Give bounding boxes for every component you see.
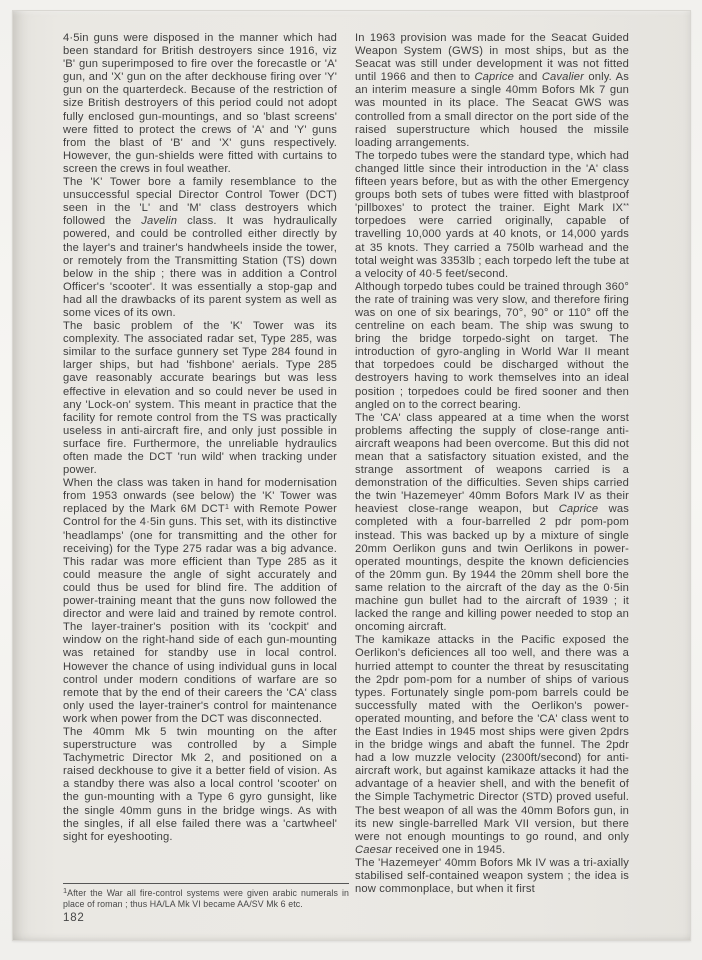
text-run: In 1963 provision was made for the Seacat Guided Weapon System (GWS) in most ships, but as the Seacat was still under development it was not fitted until 1966 and then to <box>355 32 629 84</box>
text-run: When the class was taken in hand for modernisation from 1953 onwards (see below) the 'K' Tower was replaced by the Mark 6M DCT <box>63 477 337 516</box>
italic-text: Javelin <box>141 215 178 228</box>
paragraph <box>63 888 349 910</box>
italic-text: Caprice <box>474 71 515 84</box>
page-number: 182 <box>63 912 85 924</box>
left-column <box>63 32 337 896</box>
right-column <box>355 32 629 896</box>
text-run: only. As an interim measure a single 40mm Bofors Mk 7 gun was mounted in its place. The Seacat GWS was controlled from a small director on the port side of the raised superstructure which housed the missile loading arrangements. <box>355 71 629 149</box>
footnote <box>63 883 349 910</box>
paragraph <box>63 32 337 176</box>
paragraph <box>355 281 629 412</box>
text-run: The 40mm Mk 5 twin mounting on the after superstructure was controlled by a Simple Tachymetric Director Mk 2, and positioned on a raised deckhouse to give it a better field of vision. As a standby there was also a local control 'scooter' on the gun-mounting with a Type 6 gyro gunsight, like the single 40mm guns in the bridge wings. As with the singles, if all else failed there was a 'cartwheel' sight for eyeshooting. <box>63 725 337 843</box>
paragraph <box>63 726 337 844</box>
text-run: class. It was hydraulically powered, and could be controlled either directly by the layer's and trainer's handwheels inside the tower, or remotely from the Transmitting Station (TS) down below in the ship ; there was in addition a Control Officer's 'scooter'. It was essentially a stop-gap and had all the drawbacks of its parent system as well as some vices of its own. <box>63 215 337 319</box>
text-run: The 'K' Tower bore a family resemblance to the unsuccessful special Director Control Tower (DCT) seen in the 'L' and 'M' class destroyers which followed the <box>63 176 337 228</box>
text-run: received one in 1945. <box>391 843 506 856</box>
superscript-marker: ** <box>623 201 629 211</box>
paragraph <box>355 857 629 896</box>
text-run: The 'Hazemeyer' 40mm Bofors Mk IV was a tri-axially stabilised self-contained weapon system ; the idea is now commonplace, but when it first <box>355 856 629 896</box>
text-run: 4·5in guns were disposed in the manner which had been standard for British destroyers since 1916, viz 'B' gun superimposed to fire over the forecastle or 'A' gun, and 'X' gun on the after deckhouse firing over 'Y' gun on the quarterdeck. Because of the restriction of size British destroyers of this period could not adopt fully enclosed gun-mountings, and so 'blast screens' were fitted to protect the crews of 'A' and 'Y' guns from the blast of 'B' and 'X' guns respectively. However, the gun-shields were fitted with curtains to screen the crews in foul weather. <box>63 32 337 175</box>
text-columns <box>63 32 629 896</box>
paragraph <box>63 176 337 320</box>
text-run: torpedoes were carried originally, capable of travelling 10,000 yards at 40 knots, or 14,000 yards at 35 knots. They carried a 750lb warhead and the total weight was 3353lb ; each torpedo left the tube at a velocity of 40·5 feet/second. <box>355 215 629 280</box>
paragraph <box>355 32 629 150</box>
paragraph <box>355 634 629 857</box>
italic-text: Caesar <box>355 843 392 856</box>
text-run: The torpedo tubes were the standard type, which had changed little since their introduction in the 'A' class fifteen years before, but as with the other Emergency groups both sets of tubes were fitted with blastproof 'pillboxes' to protect the trainer. Eight Mark IX <box>355 149 629 215</box>
italic-text: Caprice <box>558 503 599 516</box>
paragraph <box>355 412 629 635</box>
book-page <box>12 10 691 941</box>
italic-text: Cavalier <box>541 71 585 84</box>
text-run: and <box>514 71 542 84</box>
superscript-marker: 1 <box>224 502 230 512</box>
paragraph <box>355 150 629 281</box>
text-run: The 'CA' class appeared at a time when the worst problems affecting the supply of close-range anti-aircraft weapons had been overcome. But this did not mean that a satisfactory situation existed, and the strange assortment of weapons carried is a demonstration of the difficulties. Seven ships carried the twin 'Hazemeyer' 40mm Bofors Mark IV as their heaviest close-range weapon, but <box>355 411 629 516</box>
text-run: with Remote Power Control for the 4·5in guns. This set, with its distinctive 'headlamps' (one for transmitting and the other for receiving) for the Type 275 radar was a big advance. This radar was more efficient than Type 285 as it could measure the angle of sight accurately and could thus be used for blind fire. The addition of power-training meant that the guns now followed the director and were laid and trained by remote control. The layer-trainer's position with its 'cockpit' and window on the right-hand side of each gun-mounting was retained for standby use in local control. However the chance of using individual guns in local control under modern conditions of warfare are so remote that by the end of their careers the 'CA' class only used the layer-trainer's control for maintenance work when power from the DCT was disconnected. <box>63 503 337 725</box>
paragraph <box>63 477 337 726</box>
text-run: Although torpedo tubes could be trained through 360° the rate of training was very slow, and therefore firing was on one of six bearings, 70°, 90° or 110° off the centreline on each beam. The ship was swung to bring the bridge torpedo-sight on target. The introduction of gyro-angling in World War II meant that torpedoes could be discharged without the destroyers having to work themselves into an ideal position ; torpedoes could be fired sooner and then angled on to the correct bearing. <box>355 280 629 411</box>
text-run: The basic problem of the 'K' Tower was its complexity. The associated radar set, Type 285, was similar to the surface gunnery set Type 284 found in larger ships, but had 'fishbone' aerials. Type 285 gave reasonably accurate bearings but was less effective in elevation and so could never be used in any 'Lock-on' system. This meant in practice that the facility for remote control from the TS was practically useless in anti-aircraft fire, and only just possible in surface fire. Furthermore, the unreliable hydraulics often made the DCT 'run wild' when tracking under power. <box>63 320 337 477</box>
text-run: The kamikaze attacks in the Pacific exposed the Oerlikon's deficiences all too well, and there was a hurried attempt to counter the threat by resuscitating the 2pdr pom-pom for a number of ships of various types. Fortunately single pom-pom barrels could be successfully mated with the Oerlikon's power-operated mounting, and before the 'CA' class went to the East Indies in 1945 most ships were given 2pdrs in the bridge wings and abaft the funnel. The 2pdr had a low muzzle velocity (2300ft/second) for anti-aircraft work, but against kamikaze attacks it had the advantage of a heavier shell, and with the benefit of the Simple Tachymetric Director (STD) proved useful. The best weapon of all was the 40mm Bofors gun, in its new single-barrelled Mark VII version, but there were not enough mountings to go round, and only <box>355 634 629 843</box>
text-run: was completed with a four-barrelled 2 pdr pom-pom instead. This was backed up by a mixture of single 20mm Oerlikon guns and twin Oerlikons in power-operated mountings, despite the known deficiencies of the 20mm gun. By 1944 the 20mm shell bore the same relation to the aircraft of the day as the 0·5in machine gun bullet had to the aircraft of 1939 ; it lacked the range and killing power needed to stop an oncoming aircraft. <box>355 503 630 634</box>
text-run: After the War all fire-control systems were given arabic numerals in place of roman ; thus HA/LA Mk VI became AA/SV Mk 6 etc. <box>63 888 349 909</box>
paragraph <box>63 320 337 477</box>
superscript-marker: 1 <box>63 886 68 895</box>
